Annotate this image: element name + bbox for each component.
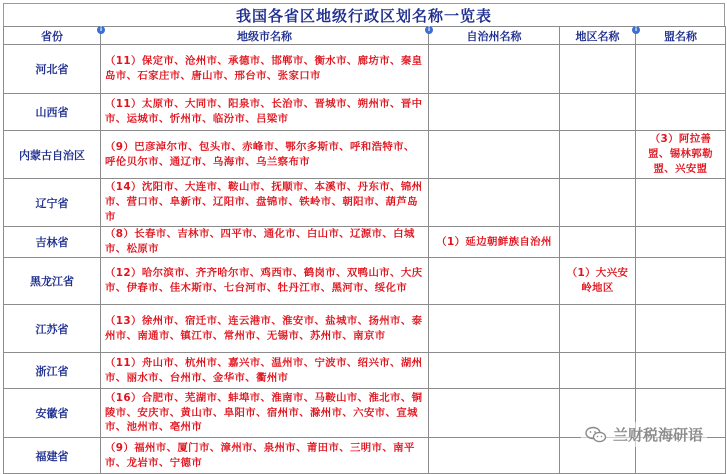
region-cell[interactable] <box>560 305 636 353</box>
cities-cell[interactable]: （11）舟山市、杭州市、嘉兴市、温州市、宁波市、绍兴市、湖州市、丽水市、台州市、金华市、衢州市 <box>101 353 429 389</box>
league-cell[interactable] <box>636 45 726 94</box>
region-cell[interactable] <box>560 45 636 94</box>
watermark <box>581 422 707 447</box>
table-row <box>4 258 726 305</box>
header-region[interactable]: 地区名称 <box>560 27 636 45</box>
region-cell[interactable] <box>560 131 636 179</box>
info-icon: i <box>97 26 105 34</box>
header-league[interactable] <box>636 27 726 45</box>
header-row <box>4 27 726 45</box>
league-cell[interactable] <box>636 227 726 258</box>
header-league-label: 盟名称 <box>664 29 697 43</box>
province-cell[interactable]: 黑龙江省 <box>4 258 101 305</box>
autonomous-cell[interactable] <box>429 438 560 474</box>
cities-cell[interactable]: （13）徐州市、宿迁市、连云港市、淮安市、盐城市、扬州市、泰州市、南通市、镇江市、常州市、无锡市、苏州市、南京市 <box>101 305 429 353</box>
league-cell[interactable] <box>636 179 726 227</box>
cities-cell[interactable]: （14）沈阳市、大连市、鞍山市、抚顺市、本溪市、丹东市、锦州市、营口市、阜新市、辽阳市、盘锦市、铁岭市、朝阳市、葫芦岛市 <box>101 179 429 227</box>
cities-cell[interactable]: （12）哈尔滨市、齐齐哈尔市、鸡西市、鹤岗市、双鸭山市、大庆市、伊春市、佳木斯市、七台河市、牡丹江市、黑河市、绥化市 <box>101 258 429 305</box>
cities-cell[interactable]: （11）保定市、沧州市、承德市、邯郸市、衡水市、廊坊市、秦皇岛市、石家庄市、唐山市、邢台市、张家口市 <box>101 45 429 94</box>
region-cell[interactable] <box>560 179 636 227</box>
table-row <box>4 353 726 389</box>
cities-cell[interactable]: （9）福州市、厦门市、漳州市、泉州市、莆田市、三明市、南平市、龙岩市、宁德市 <box>101 438 429 474</box>
info-icon: i <box>425 26 433 34</box>
table-row <box>4 179 726 227</box>
watermark-text: 兰财税海研语 <box>612 426 703 444</box>
table-row <box>4 45 726 94</box>
league-cell[interactable] <box>636 94 726 131</box>
autonomous-cell[interactable] <box>429 179 560 227</box>
autonomous-cell[interactable]: （1）延边朝鲜族自治州 <box>429 227 560 258</box>
autonomous-cell[interactable] <box>429 305 560 353</box>
region-table <box>3 26 726 474</box>
header-province[interactable]: 省份 <box>4 27 101 45</box>
league-cell[interactable] <box>636 353 726 389</box>
league-cell[interactable] <box>636 258 726 305</box>
province-cell[interactable]: 吉林省 <box>4 227 101 258</box>
province-cell[interactable]: 江苏省 <box>4 305 101 353</box>
cities-cell[interactable]: （16）合肥市、芜湖市、蚌埠市、淮南市、马鞍山市、淮北市、铜陵市、安庆市、黄山市、阜阳市、宿州市、滁州市、六安市、宣城市、池州市、亳州市 <box>101 389 429 438</box>
autonomous-cell[interactable] <box>429 389 560 438</box>
province-cell[interactable]: 山西省 <box>4 94 101 131</box>
region-cell[interactable] <box>560 353 636 389</box>
region-cell[interactable] <box>560 227 636 258</box>
header-cities-label: 地级市名称 <box>237 29 292 43</box>
region-cell[interactable] <box>560 94 636 131</box>
header-autonomous[interactable] <box>429 27 560 45</box>
autonomous-cell[interactable] <box>429 45 560 94</box>
province-cell[interactable]: 安徽省 <box>4 389 101 438</box>
region-cell[interactable]: （1）大兴安岭地区 <box>560 258 636 305</box>
cities-cell[interactable]: （9）巴彦淖尔市、包头市、赤峰市、鄂尔多斯市、呼和浩特市、呼伦贝尔市、通辽市、乌海市、乌兰察布市 <box>101 131 429 179</box>
cities-cell[interactable]: （11）太原市、大同市、阳泉市、长治市、晋城市、朔州市、晋中市、运城市、忻州市、临汾市、吕梁市 <box>101 94 429 131</box>
autonomous-cell[interactable] <box>429 258 560 305</box>
league-cell[interactable] <box>636 305 726 353</box>
autonomous-cell[interactable] <box>429 131 560 179</box>
autonomous-cell[interactable] <box>429 94 560 131</box>
table-row <box>4 131 726 179</box>
header-autonomous-label: 自治州名称 <box>466 29 522 43</box>
info-icon: i <box>632 26 640 34</box>
province-cell[interactable]: 浙江省 <box>4 353 101 389</box>
header-cities[interactable] <box>101 27 429 45</box>
cities-cell[interactable]: （8）长春市、吉林市、四平市、通化市、白山市、辽源市、白城市、松原市 <box>101 227 429 258</box>
table-row <box>4 305 726 353</box>
autonomous-cell[interactable] <box>429 353 560 389</box>
wechat-icon <box>585 426 607 444</box>
table-row <box>4 227 726 258</box>
table-row <box>4 94 726 131</box>
province-cell[interactable]: 内蒙古自治区 <box>4 131 101 179</box>
league-cell[interactable]: （3）阿拉善盟、锡林郭勒盟、兴安盟 <box>636 131 726 179</box>
province-cell[interactable]: 辽宁省 <box>4 179 101 227</box>
province-cell[interactable]: 河北省 <box>4 45 101 94</box>
province-cell[interactable]: 福建省 <box>4 438 101 474</box>
table-title: 我国各省区地级行政区划名称一览表 <box>3 3 725 27</box>
